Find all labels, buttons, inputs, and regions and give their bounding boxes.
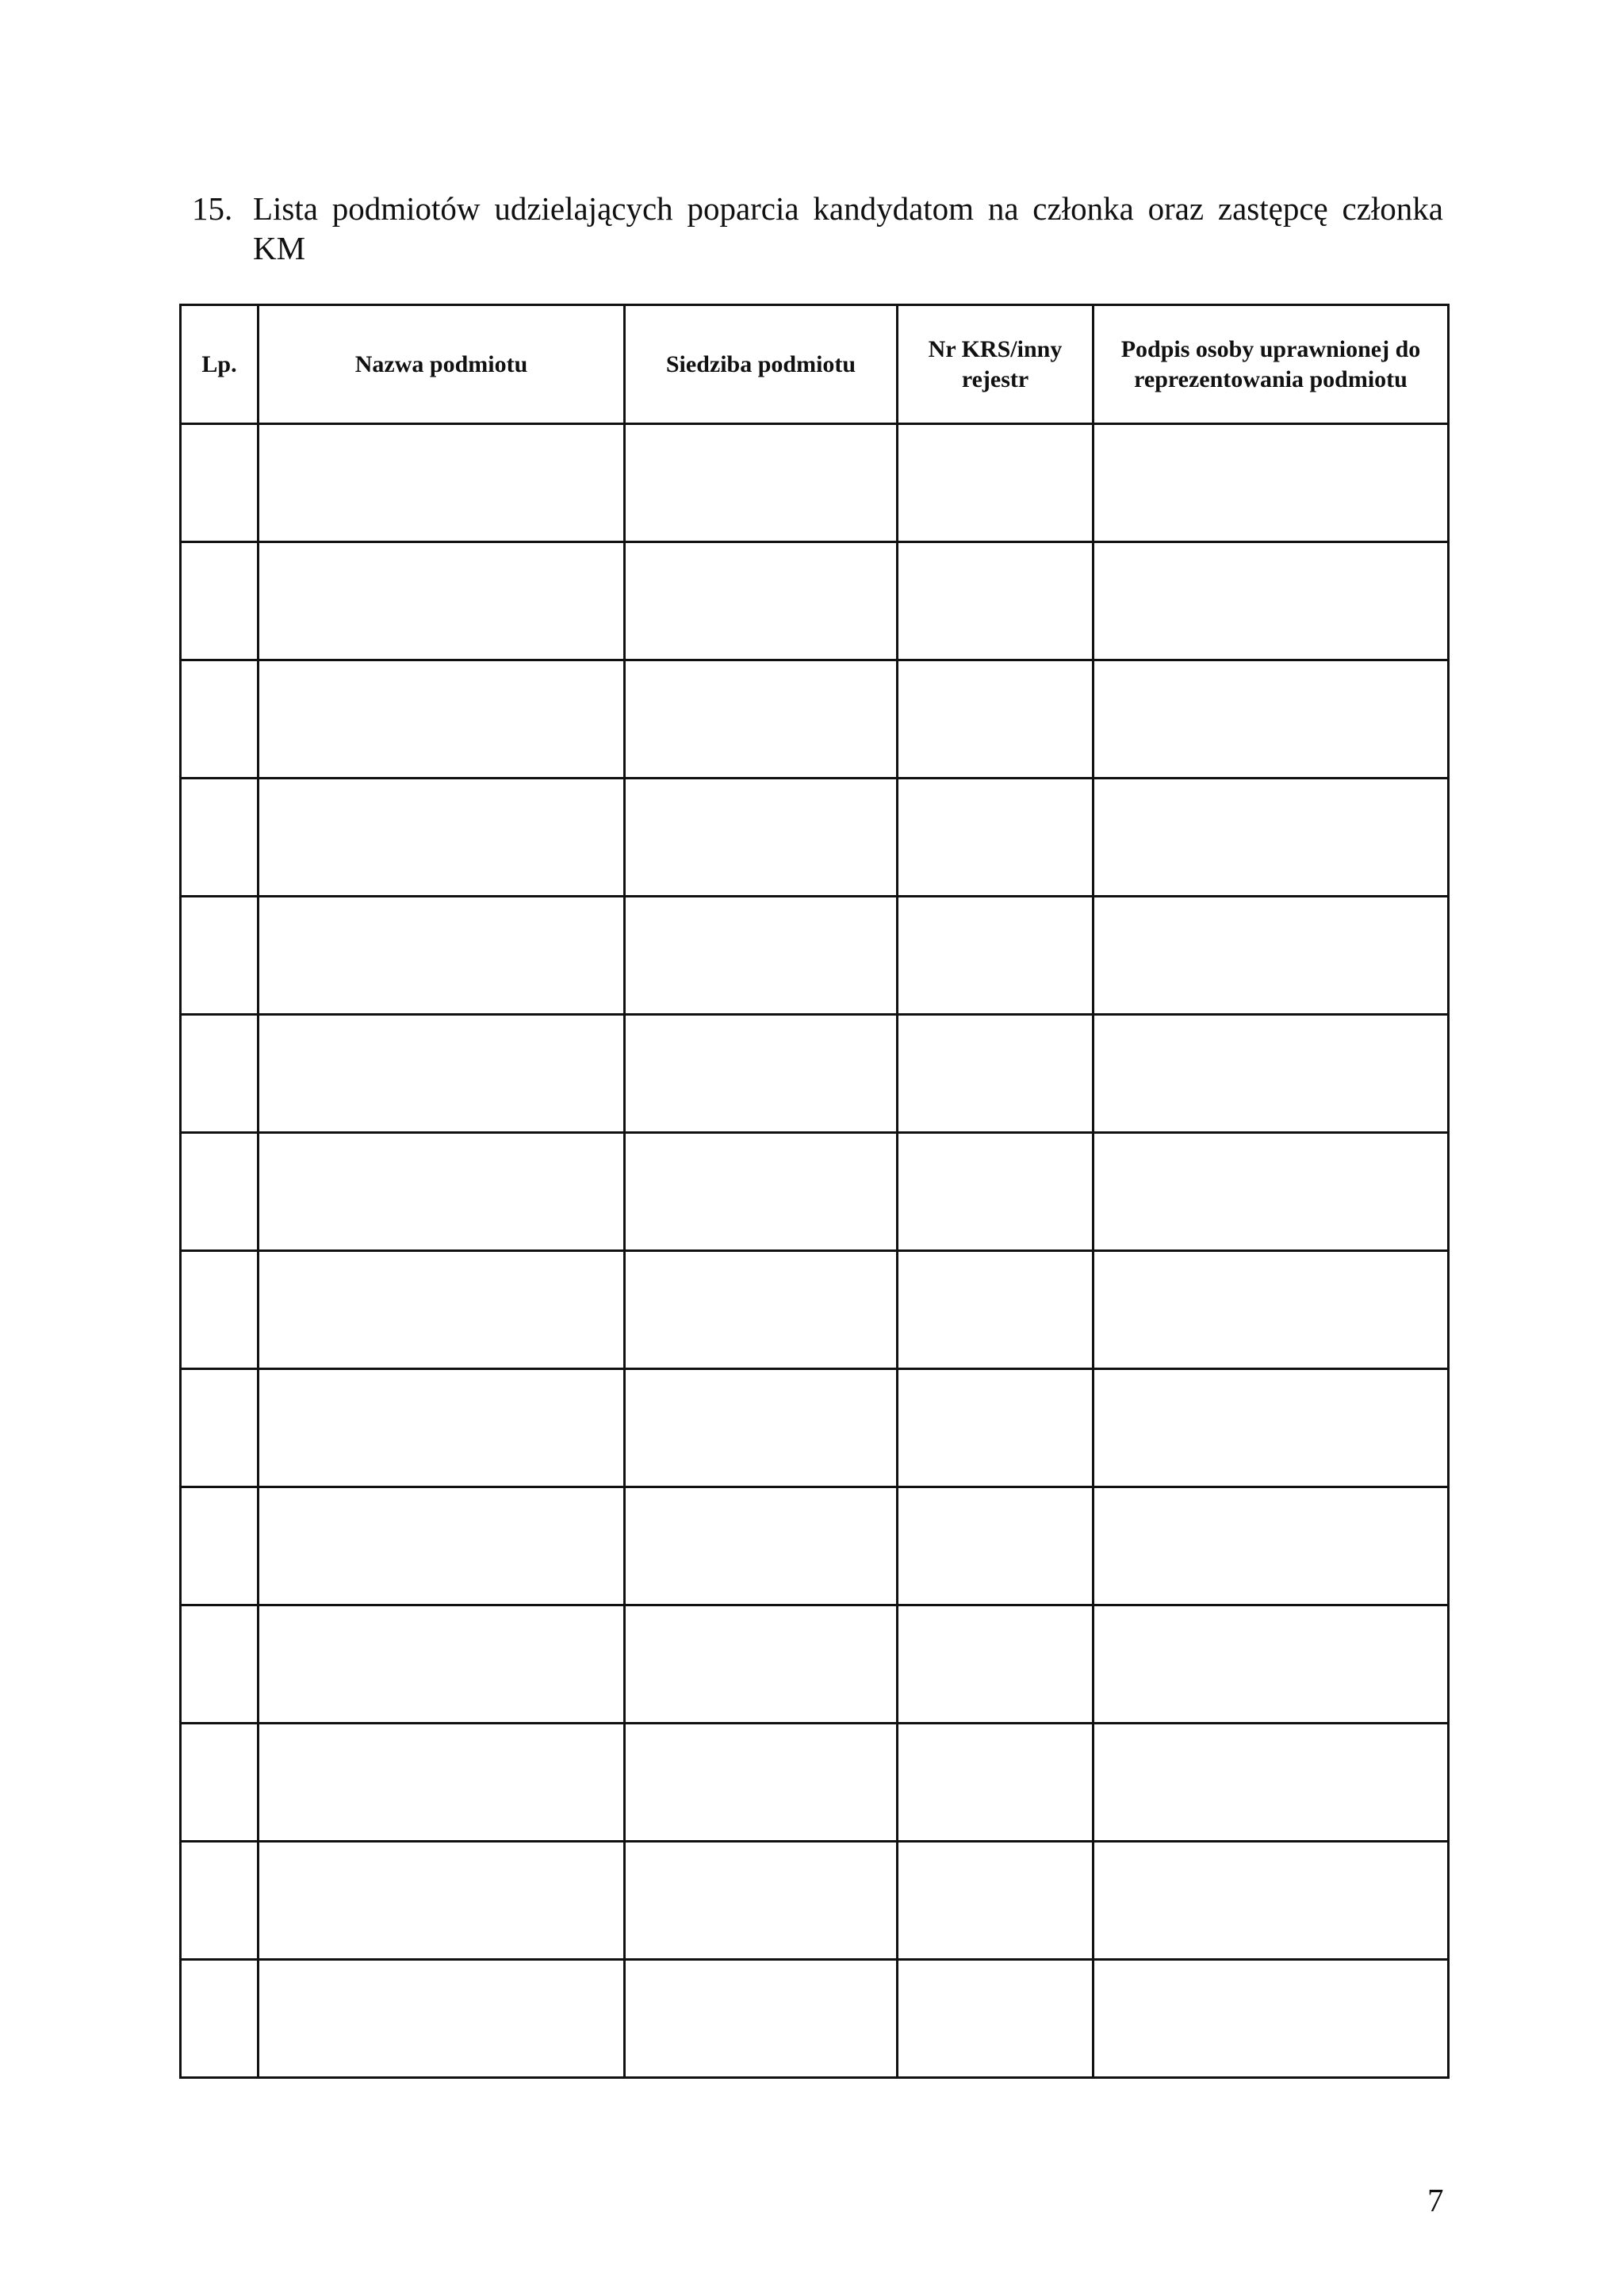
cell-signature[interactable] [1094,1369,1449,1487]
cell-entity-name[interactable] [259,897,625,1015]
cell-entity-seat[interactable] [625,1133,898,1251]
column-header-entity-name: Nazwa podmiotu [259,305,625,424]
cell-krs-number[interactable] [898,1133,1094,1251]
cell-lp[interactable] [181,424,259,542]
cell-signature[interactable] [1094,1605,1449,1724]
cell-lp[interactable] [181,660,259,779]
column-header-signature: Podpis osoby uprawnionej do reprezentowania podmiotu [1094,305,1449,424]
column-header-entity-seat: Siedziba podmiotu [625,305,898,424]
support-entities-table [179,304,1450,2079]
table-row [181,424,1449,542]
cell-entity-name[interactable] [259,1369,625,1487]
cell-signature[interactable] [1094,779,1449,897]
cell-krs-number[interactable] [898,1960,1094,2078]
cell-entity-seat[interactable] [625,1251,898,1369]
table-row [181,1487,1449,1605]
cell-entity-seat[interactable] [625,779,898,897]
cell-krs-number[interactable] [898,542,1094,660]
cell-entity-seat[interactable] [625,1605,898,1724]
table-header-row [181,305,1449,424]
cell-signature[interactable] [1094,1015,1449,1133]
cell-entity-name[interactable] [259,1605,625,1724]
table-body [181,424,1449,2078]
cell-krs-number[interactable] [898,1724,1094,1842]
column-header-lp: Lp. [181,305,259,424]
cell-lp[interactable] [181,1605,259,1724]
cell-krs-number[interactable] [898,1487,1094,1605]
cell-signature[interactable] [1094,660,1449,779]
table-row [181,1369,1449,1487]
cell-lp[interactable] [181,1487,259,1605]
cell-signature[interactable] [1094,1133,1449,1251]
cell-entity-seat[interactable] [625,1842,898,1960]
cell-lp[interactable] [181,1369,259,1487]
cell-entity-name[interactable] [259,1015,625,1133]
table-row [181,542,1449,660]
table-row [181,1015,1449,1133]
table-row [181,897,1449,1015]
cell-entity-seat[interactable] [625,424,898,542]
cell-entity-seat[interactable] [625,660,898,779]
cell-lp[interactable] [181,1133,259,1251]
table-row [181,1251,1449,1369]
cell-lp[interactable] [181,1724,259,1842]
cell-lp[interactable] [181,779,259,897]
cell-entity-name[interactable] [259,1133,625,1251]
cell-krs-number[interactable] [898,1015,1094,1133]
cell-entity-name[interactable] [259,542,625,660]
cell-entity-name[interactable] [259,424,625,542]
cell-krs-number[interactable] [898,897,1094,1015]
cell-signature[interactable] [1094,1487,1449,1605]
section-heading [192,189,1443,268]
cell-signature[interactable] [1094,1251,1449,1369]
cell-krs-number[interactable] [898,424,1094,542]
table-row [181,1842,1449,1960]
cell-entity-name[interactable] [259,1724,625,1842]
table-row [181,660,1449,779]
cell-signature[interactable] [1094,1724,1449,1842]
cell-entity-seat[interactable] [625,1960,898,2078]
cell-krs-number[interactable] [898,1369,1094,1487]
cell-signature[interactable] [1094,542,1449,660]
cell-lp[interactable] [181,1251,259,1369]
cell-entity-name[interactable] [259,1251,625,1369]
cell-signature[interactable] [1094,424,1449,542]
column-header-krs-number: Nr KRS/inny rejestr [898,305,1094,424]
cell-lp[interactable] [181,1842,259,1960]
cell-entity-seat[interactable] [625,897,898,1015]
table-row [181,779,1449,897]
cell-signature[interactable] [1094,1960,1449,2078]
cell-entity-name[interactable] [259,1487,625,1605]
table-row [181,1724,1449,1842]
cell-entity-name[interactable] [259,660,625,779]
cell-entity-name[interactable] [259,1842,625,1960]
table-row [181,1133,1449,1251]
cell-lp[interactable] [181,1015,259,1133]
cell-entity-seat[interactable] [625,1487,898,1605]
cell-signature[interactable] [1094,897,1449,1015]
cell-krs-number[interactable] [898,779,1094,897]
cell-lp[interactable] [181,897,259,1015]
page-number: 7 [1427,2182,1444,2218]
cell-entity-seat[interactable] [625,1369,898,1487]
cell-krs-number[interactable] [898,1842,1094,1960]
cell-krs-number[interactable] [898,660,1094,779]
cell-entity-seat[interactable] [625,542,898,660]
cell-lp[interactable] [181,542,259,660]
table-row [181,1960,1449,2078]
section-number: 15. [192,190,233,227]
cell-entity-name[interactable] [259,779,625,897]
cell-entity-name[interactable] [259,1960,625,2078]
table-row [181,1605,1449,1724]
cell-lp[interactable] [181,1960,259,2078]
section-title: Lista podmiotów udzielających poparcia kandydatom na członka oraz zastępcę członka KM [253,190,1443,266]
cell-krs-number[interactable] [898,1251,1094,1369]
cell-signature[interactable] [1094,1842,1449,1960]
cell-entity-seat[interactable] [625,1015,898,1133]
cell-krs-number[interactable] [898,1605,1094,1724]
cell-entity-seat[interactable] [625,1724,898,1842]
